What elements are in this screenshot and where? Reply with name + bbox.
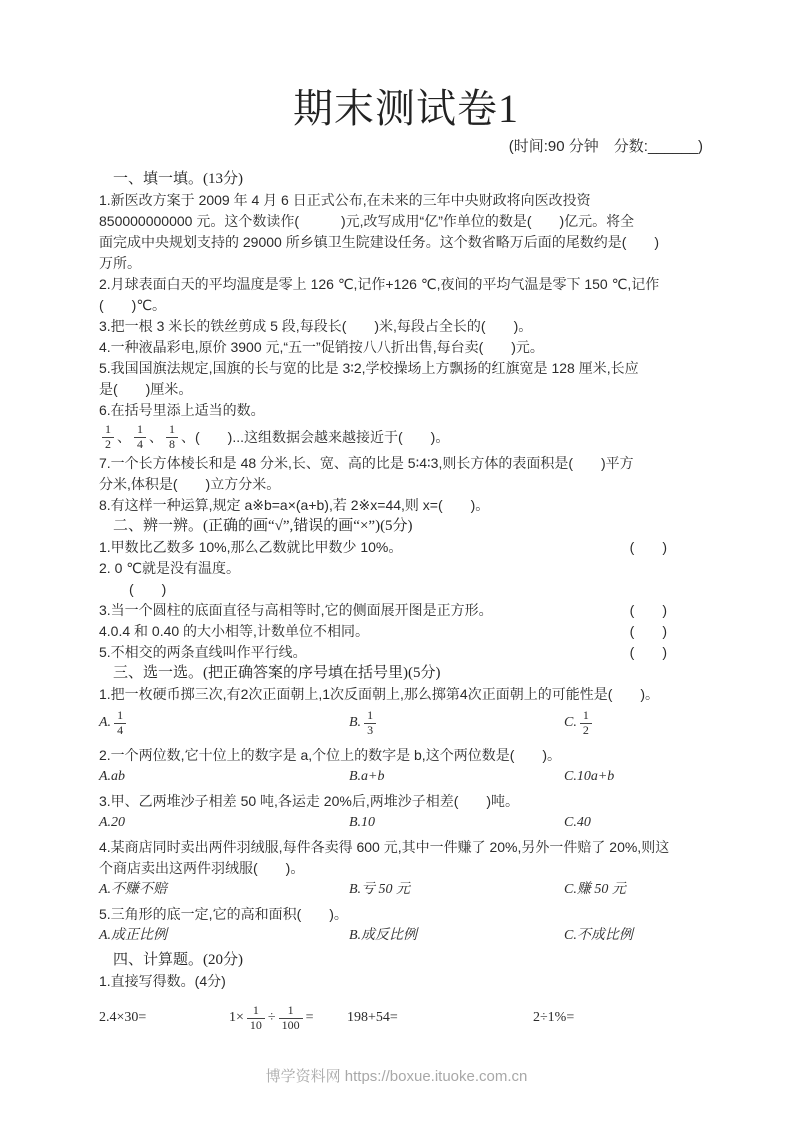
- judge-item-3: [99, 600, 713, 621]
- choice-q4-options: [99, 879, 713, 900]
- fraction-denominator: 4: [134, 437, 146, 452]
- exam-meta: (时间:90 分钟 分数:______): [508, 138, 703, 155]
- fill-q8: 8.有这样一种运算,规定 a※b=a×(a+b),若 2※x=44,则 x=( )。: [99, 497, 490, 513]
- fill-q1-line-4: 万所。: [99, 255, 141, 271]
- calc-item-3: 198+54=: [347, 1010, 398, 1025]
- fill-q3: 3.把一根 3 米长的铁丝剪成 5 段,每段长( )米,每段占全长的( )。: [99, 318, 533, 334]
- fill-q6: 6.在括号里添上适当的数。: [99, 402, 265, 418]
- fraction: [114, 709, 126, 738]
- fraction: [580, 709, 592, 738]
- fraction-denominator: 3: [364, 723, 376, 738]
- fraction-one-eighth: [166, 423, 178, 452]
- option-b: [349, 709, 564, 738]
- judge-item-text: 2. 0 ℃就是没有温度。: [99, 560, 240, 576]
- judge-item-4: [99, 621, 713, 642]
- fill-q2-line-1: 2.月球表面白天的平均温度是零上 126 ℃,记作+126 ℃,夜间的平均气温是零下 150 ℃,记作: [99, 276, 660, 292]
- fill-q6-sequence: [99, 421, 713, 453]
- choice-q3-stem: 3.甲、乙两堆沙子相差 50 吨,各运走 20%后,两堆沙子相差( )吨。: [99, 793, 520, 809]
- fill-q6-sequence-tail: ( )...这组数据会越来越接近于( )。: [195, 429, 450, 445]
- choice-q5-stem: 5.三角形的底一定,它的高和面积( )。: [99, 906, 348, 922]
- fill-q5-line-2: 是( )厘米。: [99, 381, 193, 397]
- calc-item-4: 2÷1%=: [533, 1010, 575, 1025]
- judge-item-2: [99, 558, 713, 579]
- fill-q1-line-2: 850000000000 元。这个数读作( )元,改写成用“亿”作单位的数是( )亿元。将全: [99, 213, 635, 229]
- answer-bracket: ( ): [629, 644, 667, 660]
- judge-item-1: [99, 537, 713, 558]
- fill-q7-line-1: 7.一个长方体棱长和是 48 分米,长、宽、高的比是 5∶4∶3,则长方体的表面积是( )平方: [99, 455, 634, 471]
- judge-item-text: 3.当一个圆柱的底面直径与高相等时,它的侧面展开图是正方形。: [99, 602, 493, 618]
- option-c: C.10a+b: [564, 769, 615, 784]
- section-choice-heading: 三、选一选。(把正确答案的序号填在括号里)(5分): [113, 665, 441, 681]
- option-a: A.20: [99, 815, 126, 830]
- choice-q4-stem-line-1: 4.某商店同时卖出两件羽绒服,每件各卖得 600 元,其中一件赚了 20%,另外一件赔了 20%,则这: [99, 839, 670, 855]
- option-c: C.赚 50 元: [564, 882, 626, 897]
- option-a: [99, 709, 349, 738]
- option-label: C.: [564, 715, 577, 730]
- option-a: A.ab: [99, 769, 126, 784]
- choice-q3-options: [99, 812, 713, 833]
- judge-item-text: 1.甲数比乙数多 10%,那么乙数就比甲数少 10%。: [99, 539, 403, 555]
- calc-item-2-equals: =: [305, 1010, 314, 1025]
- option-a: A.成正比例: [99, 928, 168, 943]
- sequence-separator: 、: [181, 429, 195, 445]
- answer-bracket: ( ): [629, 602, 667, 618]
- fraction-denominator: 10: [247, 1018, 265, 1033]
- option-a: A.不赚不赔: [99, 882, 168, 897]
- option-b: B.亏 50 元: [349, 882, 411, 897]
- fraction-numerator: 1: [169, 421, 175, 436]
- option-c: C.40: [564, 815, 591, 830]
- page-footer: 博学资料网 https://boxue.ituoke.com.cn: [265, 1068, 528, 1085]
- choice-q1-options: [99, 705, 713, 741]
- calc-item-1: 2.4×30=: [99, 1010, 147, 1025]
- section-fill-heading: 一、填一填。(13分): [113, 171, 243, 187]
- judge-item-text: 5.不相交的两条直线叫作平行线。: [99, 644, 307, 660]
- calc-item-2: [229, 1004, 347, 1033]
- judge-item-2-bracket: ( ): [129, 581, 167, 597]
- answer-bracket: ( ): [629, 623, 667, 639]
- fill-q7-line-2: 分米,体积是( )立方分米。: [99, 476, 281, 492]
- fraction-one-half: [102, 423, 114, 452]
- section-judge-heading: 二、辨一辨。(正确的画“√”,错误的画“×”)(5分): [113, 518, 413, 534]
- answer-bracket: ( ): [629, 539, 667, 555]
- fraction-numerator: 1: [252, 1002, 259, 1017]
- choice-q4-stem-line-2: 个商店卖出这两件羽绒服( )。: [99, 860, 305, 876]
- calc-items: [99, 998, 713, 1038]
- option-b: B.a+b: [349, 769, 385, 784]
- fraction-denominator: 8: [166, 437, 178, 452]
- exam-title: 期末测试卷1: [293, 86, 519, 131]
- fraction-denominator: 2: [102, 437, 114, 452]
- fraction-denominator: 100: [279, 1018, 303, 1033]
- choice-q2-options: [99, 766, 713, 787]
- option-label: A.: [99, 715, 112, 730]
- choice-q1-stem: 1.把一枚硬币掷三次,有2次正面朝上,1次反面朝上,那么掷第4次正面朝上的可能性是( )。: [99, 686, 660, 702]
- sequence-separator: 、: [149, 429, 163, 445]
- fraction-numerator: 1: [117, 707, 124, 722]
- fraction-denominator: 4: [114, 723, 126, 738]
- fraction-one-fourth: [134, 423, 146, 452]
- fraction-one-tenth: [247, 1004, 265, 1033]
- judge-item-5: [99, 642, 713, 663]
- sequence-separator: 、: [117, 429, 131, 445]
- option-c: [564, 709, 713, 738]
- option-label: B.: [349, 715, 362, 730]
- option-b: B.成反比例: [349, 928, 418, 943]
- judge-item-text: 4.0.4 和 0.40 的大小相等,计数单位不相同。: [99, 623, 369, 639]
- fraction-numerator: 1: [582, 707, 589, 722]
- calc-item-2-prefix: 1×: [229, 1010, 244, 1025]
- fill-q4: 4.一种液晶彩电,原价 3900 元,“五一”促销按八八折出售,每台卖( )元。: [99, 339, 544, 355]
- calc-sub-heading: 1.直接写得数。(4分): [99, 973, 226, 989]
- fraction-numerator: 1: [287, 1002, 294, 1017]
- fill-q5-line-1: 5.我国国旗法规定,国旗的长与宽的比是 3∶2,学校操场上方飘扬的红旗宽是 128 厘米,长应: [99, 360, 639, 376]
- fill-q2-line-2: ( )℃。: [99, 297, 167, 313]
- fraction-one-hundredth: [279, 1004, 303, 1033]
- choice-q5-options: [99, 925, 713, 946]
- fraction: [364, 709, 376, 738]
- fraction-numerator: 1: [137, 421, 143, 436]
- option-c: C.不成比例: [564, 928, 633, 943]
- fraction-denominator: 2: [580, 723, 592, 738]
- fraction-numerator: 1: [367, 707, 374, 722]
- choice-q2-stem: 2.一个两位数,它十位上的数字是 a,个位上的数字是 b,这个两位数是( )。: [99, 747, 562, 763]
- fill-q1-line-3: 面完成中央规划支持的 29000 所乡镇卫生院建设任务。这个数省略万后面的尾数约是( ): [99, 234, 660, 250]
- option-b: B.10: [349, 815, 376, 830]
- calc-item-2-operator: ÷: [267, 1010, 276, 1025]
- section-calc-heading: 四、计算题。(20分): [113, 952, 243, 968]
- fill-q1-line-1: 1.新医改方案于 2009 年 4 月 6 日正式公布,在未来的三年中央财政将向医改投资: [99, 192, 591, 208]
- fraction-numerator: 1: [105, 421, 111, 436]
